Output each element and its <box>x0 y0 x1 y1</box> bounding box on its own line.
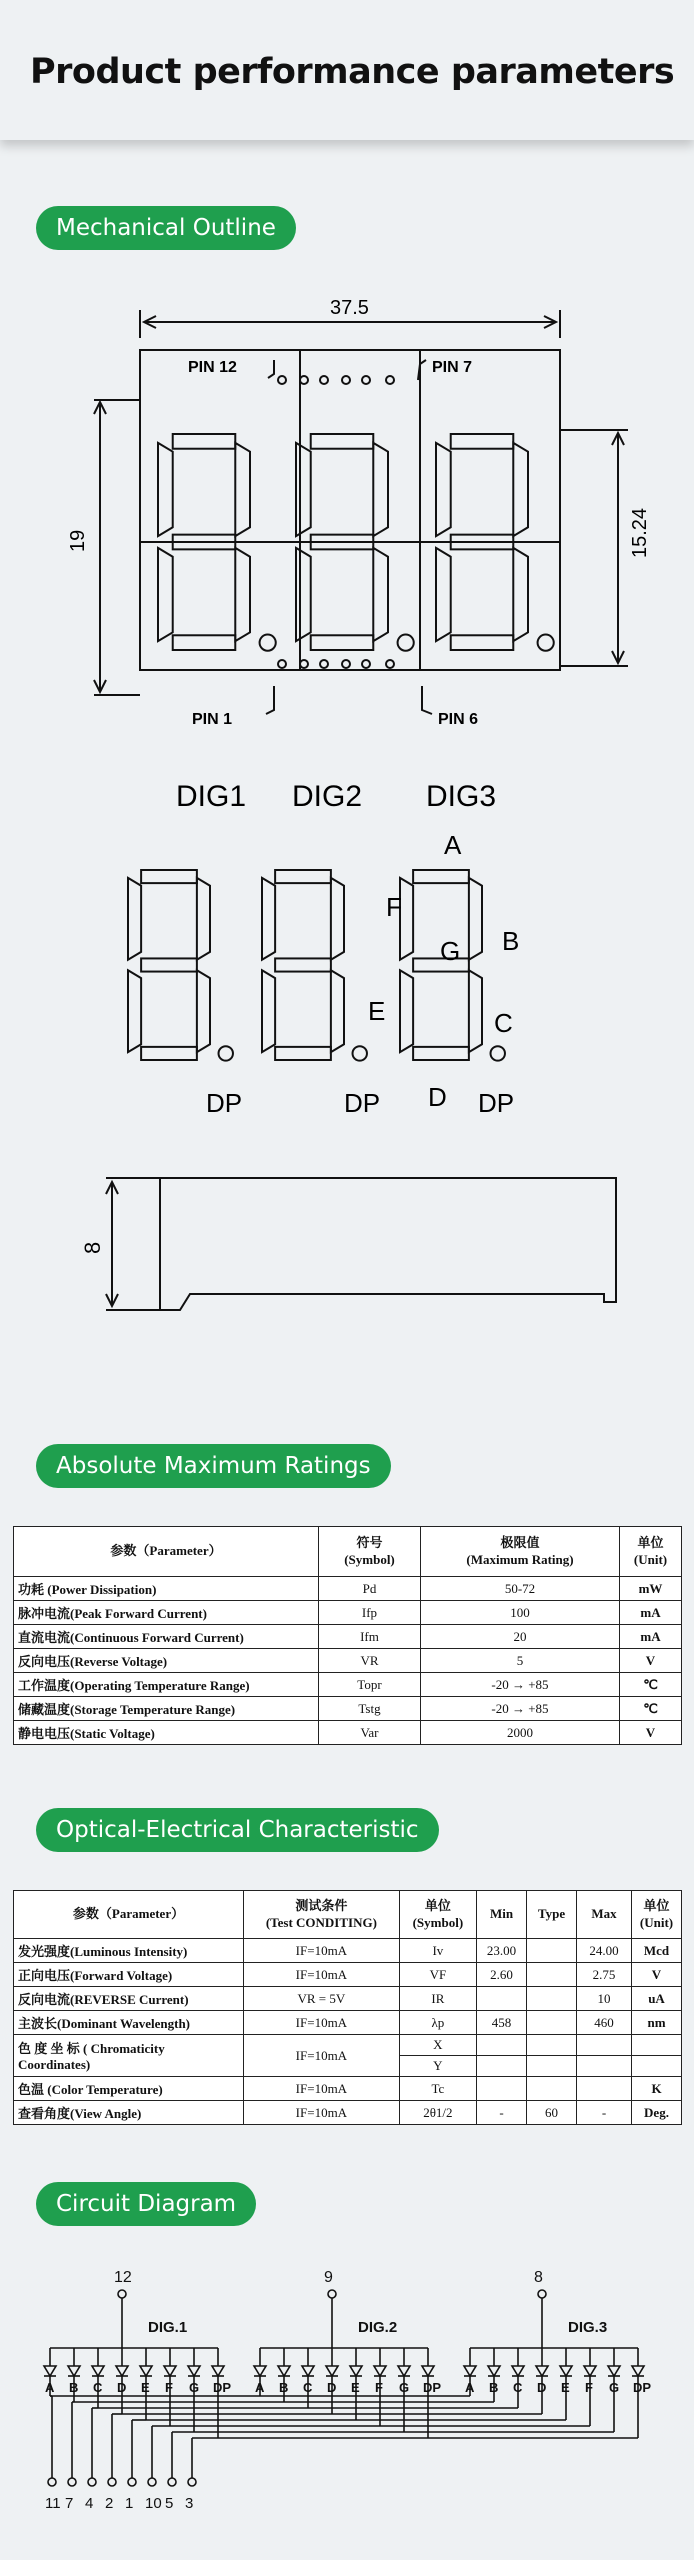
led-diode <box>326 2366 338 2376</box>
col-unit <box>620 1527 682 1577</box>
table-row <box>14 1673 682 1697</box>
led-diode <box>254 2366 266 2376</box>
led-diode <box>608 2366 620 2376</box>
cell-param: 反向电流(REVERSE Current) <box>14 1987 244 2011</box>
cell-symbol: Topr <box>319 1673 421 1697</box>
table-row <box>14 1987 682 2011</box>
cell-value: 5 <box>420 1649 619 1673</box>
segment-letter: E <box>561 2380 570 2395</box>
cell-condition: IF=10mA <box>244 2101 400 2125</box>
cell-unit: V <box>620 1721 682 1745</box>
dim-digit-height: 15.24 <box>629 507 651 558</box>
segment-letter: A <box>255 2380 265 2395</box>
cell-symbol: IR <box>399 1987 476 2011</box>
col-unit-cn: 单位 <box>643 1898 670 1914</box>
led-diode <box>278 2366 290 2376</box>
segment-letter: A <box>465 2380 475 2395</box>
dig3-label: DIG3 <box>426 780 497 813</box>
cell-min: 458 <box>477 2011 527 2035</box>
cell-max <box>577 2035 632 2056</box>
segment-letter: B <box>279 2380 289 2395</box>
col-symbol <box>399 1891 476 1939</box>
led-diode <box>398 2366 410 2376</box>
segment-pin-label: 1 <box>125 2495 134 2512</box>
table-header-row <box>14 1891 682 1939</box>
segment-pin-dot <box>148 2478 156 2486</box>
pin6-label: PIN 6 <box>438 711 479 728</box>
cell-min: 2.60 <box>477 1963 527 1987</box>
cell-max <box>577 2077 632 2101</box>
cell-type <box>527 1963 577 1987</box>
segment-pin-label: 2 <box>105 2495 114 2512</box>
segment-pin-dot <box>128 2478 136 2486</box>
segment-pin-label: 4 <box>85 2495 94 2512</box>
cell-symbol: Ifp <box>319 1601 421 1625</box>
dp1-label: DP <box>206 1088 243 1118</box>
cell-type: 60 <box>527 2101 577 2125</box>
table-row <box>14 1625 682 1649</box>
cell-max <box>577 2056 632 2077</box>
segment-letter: F <box>585 2380 593 2395</box>
segment-pin-dot <box>108 2478 116 2486</box>
cell-max: 10 <box>577 1987 632 2011</box>
led-diode <box>92 2366 104 2376</box>
cell-min: - <box>477 2101 527 2125</box>
table-row <box>14 1939 682 1963</box>
table-row <box>14 1697 682 1721</box>
section-optical-electrical: Optical-Electrical Characteristic <box>36 1808 439 1852</box>
table-row <box>14 1577 682 1601</box>
cell-symbol: λp <box>399 2011 476 2035</box>
dim-height: 19 <box>67 529 89 552</box>
col-symbol <box>319 1527 421 1577</box>
pin12-label: PIN 12 <box>188 359 237 376</box>
cell-condition: IF=10mA <box>244 2011 400 2035</box>
col-max: Max <box>577 1891 632 1939</box>
cell-condition: IF=10mA <box>244 1939 400 1963</box>
cell-unit: Deg. <box>632 2101 682 2125</box>
col-unit-cn: 单位 <box>637 1535 664 1551</box>
col-min: Min <box>477 1891 527 1939</box>
dim-width: 37.5 <box>330 297 369 319</box>
dp3-label: DP <box>478 1088 515 1118</box>
dp2-label: DP <box>344 1088 381 1118</box>
cell-value: 50-72 <box>420 1577 619 1601</box>
digit-label: DIG.1 <box>148 2319 188 2336</box>
cell-param: 功耗 (Power Dissipation) <box>14 1577 319 1601</box>
segment-pin-label: 3 <box>185 2495 194 2512</box>
cell-param: 反向电压(Reverse Voltage) <box>14 1649 319 1673</box>
col-unit-en: (Unit) <box>633 1551 668 1567</box>
cell-param: 储藏温度(Storage Temperature Range) <box>14 1697 319 1721</box>
section-absolute-max: Absolute Maximum Ratings <box>36 1444 391 1488</box>
cell-param: 静电电压(Static Voltage) <box>14 1721 319 1745</box>
cell-condition: VR = 5V <box>244 1987 400 2011</box>
segment-letter: DP <box>423 2380 442 2395</box>
seg-d-label: D <box>428 1082 447 1112</box>
common-pin-label: 9 <box>324 2269 333 2286</box>
table-row <box>14 1963 682 1987</box>
cell-symbol: Pd <box>319 1577 421 1601</box>
led-diode <box>374 2366 386 2376</box>
segment-letter: E <box>141 2380 150 2395</box>
segment-letter: B <box>69 2380 79 2395</box>
pin1-label: PIN 1 <box>192 711 233 728</box>
seg-b-label: B <box>502 926 520 956</box>
led-diode <box>212 2366 224 2376</box>
col-condition-cn: 测试条件 <box>295 1898 348 1914</box>
dig2-label: DIG2 <box>292 780 363 813</box>
cell-symbol: X <box>399 2035 476 2056</box>
segment-pin-label: 10 <box>145 2495 162 2512</box>
table-header-row <box>14 1527 682 1577</box>
cell-value: 100 <box>420 1601 619 1625</box>
cell-min <box>477 1987 527 2011</box>
table-row <box>14 1601 682 1625</box>
segment-pin-label: 11 <box>45 2495 61 2512</box>
table-row <box>14 2101 682 2125</box>
cell-condition: IF=10mA <box>244 2035 400 2077</box>
cell-type <box>527 2035 577 2056</box>
table-row <box>14 2077 682 2101</box>
cell-unit: nm <box>632 2011 682 2035</box>
circuit-diagram <box>30 2262 670 2522</box>
seg-f-label: F <box>386 892 402 922</box>
cell-type <box>527 1939 577 1963</box>
col-condition <box>244 1891 400 1939</box>
led-diode <box>488 2366 500 2376</box>
cell-unit <box>632 2056 682 2077</box>
led-diode <box>512 2366 524 2376</box>
segment-pin-dot <box>188 2478 196 2486</box>
led-diode <box>140 2366 152 2376</box>
led-diode <box>350 2366 362 2376</box>
led-diode <box>464 2366 476 2376</box>
side-view <box>60 1160 640 1330</box>
col-max-cn: 极限值 <box>500 1535 540 1551</box>
cell-unit: K <box>632 2077 682 2101</box>
segment-letter: DP <box>633 2380 652 2395</box>
cell-symbol: Iv <box>399 1939 476 1963</box>
segment-pin-label: 5 <box>165 2495 174 2512</box>
segment-letter: DP <box>213 2380 232 2395</box>
cell-unit: Mcd <box>632 1939 682 1963</box>
cell-max: - <box>577 2101 632 2125</box>
cell-value: 20 <box>420 1625 619 1649</box>
cell-type <box>527 2077 577 2101</box>
optical-table <box>13 1890 682 2125</box>
led-diode <box>422 2366 434 2376</box>
cell-param: 色温 (Color Temperature) <box>14 2077 244 2101</box>
led-diode <box>164 2366 176 2376</box>
segment-letter: E <box>351 2380 360 2395</box>
col-max-en: (Maximum Rating) <box>466 1551 574 1567</box>
cell-type <box>527 1987 577 2011</box>
segment-map <box>110 770 590 1150</box>
col-unit-en: (Unit) <box>639 1914 674 1930</box>
led-diode <box>536 2366 548 2376</box>
segment-letter: D <box>117 2380 127 2395</box>
cell-min <box>477 2056 527 2077</box>
col-symbol-cn: 符号 <box>356 1535 383 1551</box>
segment-letter: D <box>537 2380 547 2395</box>
cell-min <box>477 2077 527 2101</box>
common-pin-label: 12 <box>114 2269 132 2286</box>
segment-letter: F <box>165 2380 173 2395</box>
common-pin-dot <box>328 2290 336 2298</box>
segment-letter: G <box>189 2380 200 2395</box>
cell-condition: IF=10mA <box>244 2077 400 2101</box>
col-symbol-en: (Symbol) <box>344 1551 395 1567</box>
led-diode <box>560 2366 572 2376</box>
circuit-digit-1 <box>44 2290 224 2438</box>
common-pin-label: 8 <box>534 2269 543 2286</box>
segment-letter: C <box>303 2380 313 2395</box>
cell-param: 直流电流(Continuous Forward Current) <box>14 1625 319 1649</box>
cell-unit: V <box>632 1963 682 1987</box>
cell-unit: ℃ <box>620 1697 682 1721</box>
cell-symbol: Ifm <box>319 1625 421 1649</box>
cell-min: 23.00 <box>477 1939 527 1963</box>
common-pin-dot <box>118 2290 126 2298</box>
common-pin-dot <box>538 2290 546 2298</box>
segment-digit-2 <box>262 870 367 1061</box>
segment-letter: G <box>609 2380 620 2395</box>
outline-drawing <box>60 290 651 730</box>
cell-param: 主波长(Dominant Wavelength) <box>14 2011 244 2035</box>
segment-letter: C <box>513 2380 523 2395</box>
col-unit <box>632 1891 682 1939</box>
cell-condition: IF=10mA <box>244 1963 400 1987</box>
seg-g-label: G <box>440 936 461 966</box>
cell-unit: V <box>620 1649 682 1673</box>
dig1-label: DIG1 <box>176 780 247 813</box>
col-type: Type <box>527 1891 577 1939</box>
cell-type <box>527 2011 577 2035</box>
cell-max: 460 <box>577 2011 632 2035</box>
led-diode <box>68 2366 80 2376</box>
segment-pin-dot <box>88 2478 96 2486</box>
page-header <box>0 0 694 140</box>
digit-label: DIG.2 <box>358 2319 398 2336</box>
cell-param: 色 度 坐 标 ( Chromaticity Coordinates) <box>14 2035 244 2077</box>
led-diode <box>632 2366 644 2376</box>
cell-param: 查看角度(View Angle) <box>14 2101 244 2125</box>
cell-value: 2000 <box>420 1721 619 1745</box>
table-row <box>14 2035 682 2056</box>
cell-param: 脉冲电流(Peak Forward Current) <box>14 1601 319 1625</box>
col-param: 参数（Parameter） <box>14 1891 244 1939</box>
page-title: Product performance parameters <box>30 52 675 92</box>
circuit-digit-2 <box>254 2290 434 2438</box>
led-diode <box>302 2366 314 2376</box>
segment-letter: G <box>399 2380 410 2395</box>
segment-pin-dot <box>48 2478 56 2486</box>
abs-max-table <box>13 1526 682 1745</box>
cell-param: 发光强度(Luminous Intensity) <box>14 1939 244 1963</box>
cell-symbol: Var <box>319 1721 421 1745</box>
led-diode <box>188 2366 200 2376</box>
seg-a-label: A <box>444 830 462 860</box>
outline-digits <box>158 376 554 668</box>
segment-digit-1 <box>128 870 233 1061</box>
segment-pin-dot <box>168 2478 176 2486</box>
cell-unit: mW <box>620 1577 682 1601</box>
led-diode <box>116 2366 128 2376</box>
section-circuit-diagram: Circuit Diagram <box>36 2182 256 2226</box>
segment-letter: F <box>375 2380 383 2395</box>
cell-symbol: 2θ1/2 <box>399 2101 476 2125</box>
table-row <box>14 2011 682 2035</box>
cell-min <box>477 2035 527 2056</box>
cell-unit: uA <box>632 1987 682 2011</box>
cell-value: -20 → +85 <box>420 1697 619 1721</box>
segment-pin-dot <box>68 2478 76 2486</box>
col-condition-en: (Test CONDITING) <box>265 1914 377 1930</box>
dim-depth: 8 <box>80 1241 105 1254</box>
cell-unit: mA <box>620 1625 682 1649</box>
cell-symbol: Tstg <box>319 1697 421 1721</box>
segment-letter: B <box>489 2380 499 2395</box>
led-diode <box>44 2366 56 2376</box>
col-symbol-en: (Symbol) <box>412 1914 464 1930</box>
segment-pin-label: 7 <box>65 2495 74 2512</box>
seg-c-label: C <box>494 1008 513 1038</box>
cell-unit: ℃ <box>620 1673 682 1697</box>
section-mechanical-outline: Mechanical Outline <box>36 206 296 250</box>
pin7-label: PIN 7 <box>432 359 473 376</box>
col-symbol-cn: 单位 <box>424 1898 451 1914</box>
table-row <box>14 1649 682 1673</box>
cell-symbol: Tc <box>399 2077 476 2101</box>
led-diode <box>584 2366 596 2376</box>
cell-unit: mA <box>620 1601 682 1625</box>
circuit-digit-3 <box>464 2290 644 2438</box>
segment-letter: A <box>45 2380 55 2395</box>
cell-param: 工作温度(Operating Temperature Range) <box>14 1673 319 1697</box>
digit-label: DIG.3 <box>568 2319 608 2336</box>
cell-unit <box>632 2035 682 2056</box>
col-param: 参数（Parameter） <box>14 1527 319 1577</box>
table-row <box>14 1721 682 1745</box>
seg-e-label: E <box>368 996 386 1026</box>
cell-max: 24.00 <box>577 1939 632 1963</box>
segment-letter: C <box>93 2380 103 2395</box>
cell-symbol: VR <box>319 1649 421 1673</box>
cell-symbol: VF <box>399 1963 476 1987</box>
segment-bus <box>48 2396 638 2486</box>
cell-symbol: Y <box>399 2056 476 2077</box>
cell-max: 2.75 <box>577 1963 632 1987</box>
segment-letter: D <box>327 2380 337 2395</box>
cell-value: -20 → +85 <box>420 1673 619 1697</box>
col-max <box>420 1527 619 1577</box>
cell-type <box>527 2056 577 2077</box>
cell-param: 正向电压(Forward Voltage) <box>14 1963 244 1987</box>
